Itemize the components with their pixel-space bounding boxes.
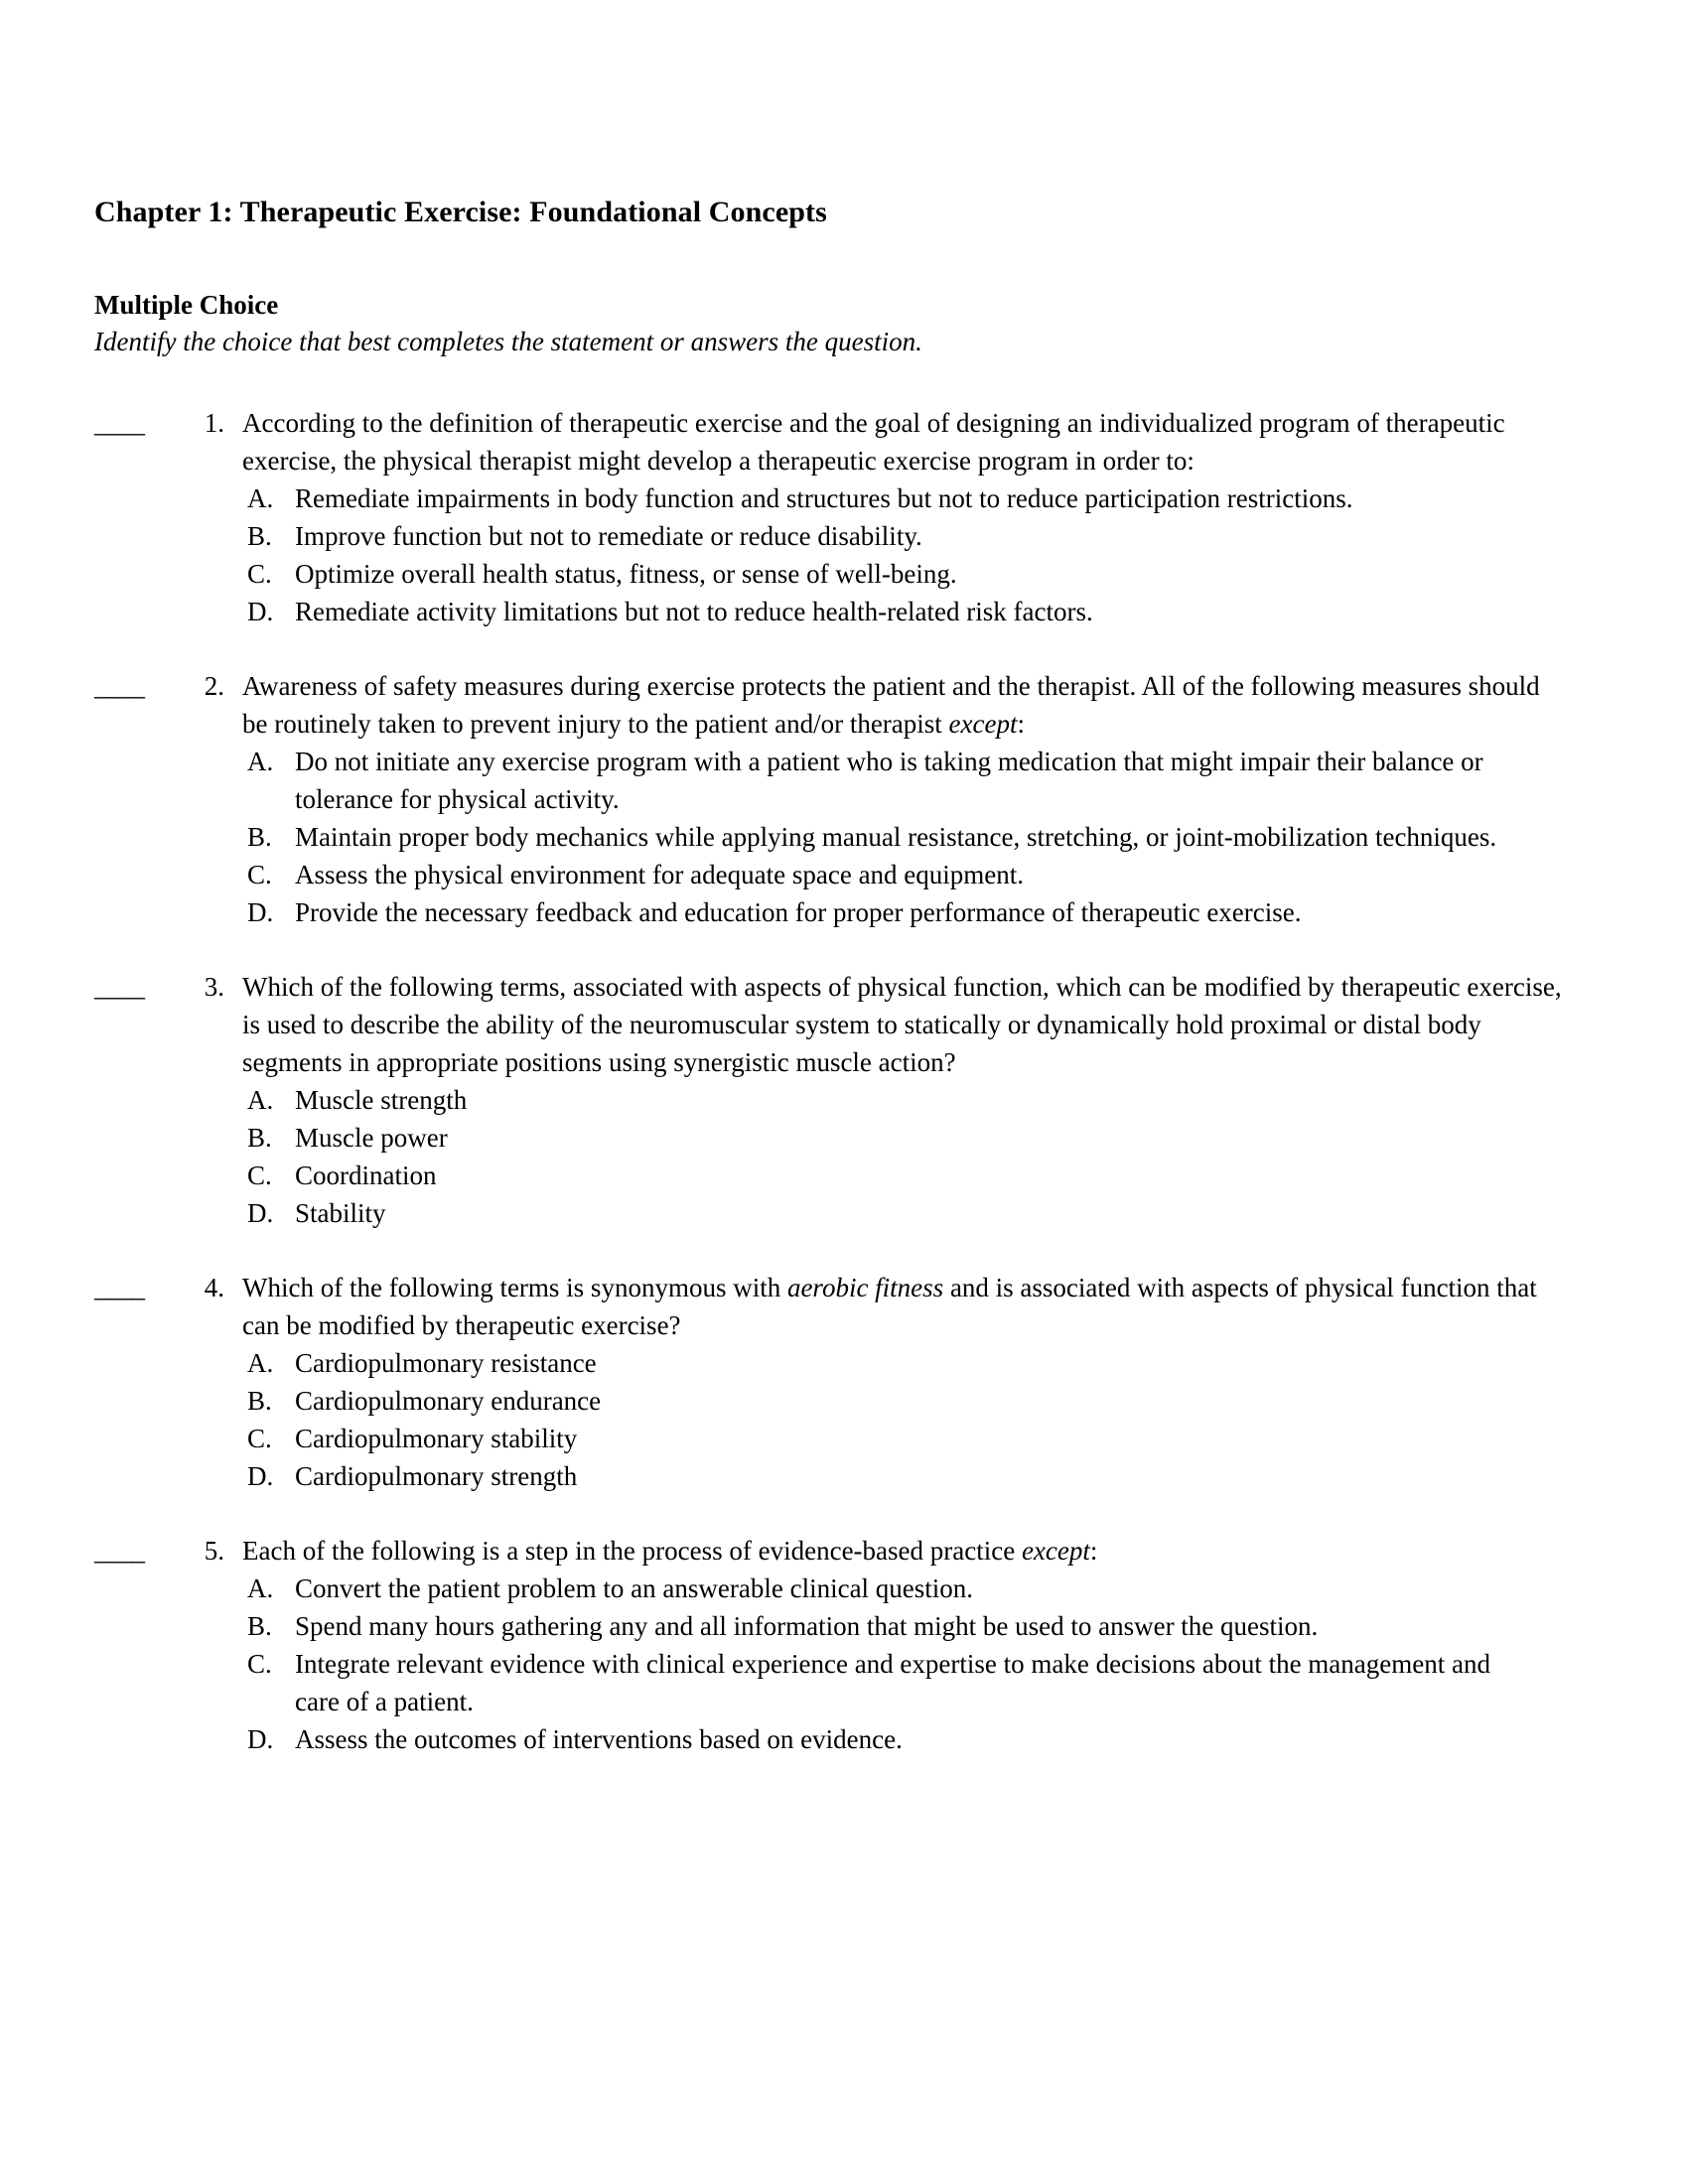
option-item[interactable]: [242, 1119, 1569, 1157]
question-body: [242, 404, 1569, 630]
option-list: [242, 1344, 1569, 1495]
section-instruction: Identify the choice that best completes the statement or answers the question.: [94, 327, 922, 356]
question-body: [242, 1532, 1569, 1758]
option-text: Cardiopulmonary resistance: [295, 1348, 597, 1378]
option-item[interactable]: [242, 1645, 1569, 1720]
option-text: Muscle strength: [295, 1085, 468, 1115]
option-letter: D.: [247, 1724, 274, 1754]
option-letter: B.: [247, 1386, 272, 1416]
option-letter: C.: [247, 1424, 272, 1453]
question-stem-emphasis: except: [1021, 1536, 1090, 1566]
option-item[interactable]: [242, 1420, 1569, 1457]
question-stem-text-tail: and is associated with aspects of physical function that can be modified by therapeutic exercise?: [242, 1273, 1537, 1340]
option-letter: C.: [247, 860, 272, 889]
page-title: Chapter 1: Therapeutic Exercise: Foundational Concepts: [94, 196, 827, 228]
question-stem-text: According to the definition of therapeutic exercise and the goal of designing an individualized program of therapeutic exercise, the physical therapist might develop a therapeutic exercise program in order to:: [242, 408, 1505, 476]
option-item[interactable]: [242, 479, 1569, 517]
option-letter: A.: [247, 1085, 274, 1115]
option-letter: B.: [247, 1123, 272, 1153]
option-item[interactable]: [242, 1607, 1569, 1645]
option-letter: D.: [247, 1461, 274, 1491]
option-list: [242, 743, 1569, 931]
option-item[interactable]: [242, 1344, 1569, 1382]
question-number: 3.: [204, 972, 224, 1002]
option-text: Muscle power: [295, 1123, 448, 1153]
question-item: [94, 1269, 1569, 1495]
question-stem: [242, 404, 1569, 479]
question-item: [94, 404, 1569, 630]
option-letter: D.: [247, 1198, 274, 1228]
question-stem: [242, 1269, 1569, 1344]
question-number: 1.: [204, 408, 224, 438]
option-item[interactable]: [242, 1382, 1569, 1420]
option-item[interactable]: [242, 555, 1569, 593]
option-letter: A.: [247, 747, 274, 776]
question-body: [242, 968, 1569, 1232]
option-item[interactable]: [242, 517, 1569, 555]
question-item: [94, 667, 1569, 931]
option-letter: A.: [247, 1348, 274, 1378]
answer-blank-line[interactable]: ____: [94, 1273, 144, 1302]
option-text: Assess the physical environment for adequate space and equipment.: [295, 860, 1025, 889]
option-letter: A.: [247, 1573, 274, 1603]
option-item[interactable]: [242, 1457, 1569, 1495]
option-text: Do not initiate any exercise program with a patient who is taking medication that might impair their balance or tolerance for physical activity.: [295, 747, 1483, 814]
option-text: Improve function but not to remediate or reduce disability.: [295, 521, 922, 551]
question-item: [94, 1532, 1569, 1758]
option-letter: B.: [247, 822, 272, 852]
option-letter: B.: [247, 1611, 272, 1641]
question-stem-text-tail: :: [1017, 709, 1025, 739]
option-item[interactable]: [242, 818, 1569, 856]
option-letter: A.: [247, 483, 274, 513]
option-item[interactable]: [242, 856, 1569, 893]
option-item[interactable]: [242, 1570, 1569, 1607]
option-item[interactable]: [242, 1081, 1569, 1119]
answer-blank-line[interactable]: ____: [94, 408, 144, 438]
option-text: Spend many hours gathering any and all information that might be used to answer the question.: [295, 1611, 1319, 1641]
option-text: Provide the necessary feedback and education for proper performance of therapeutic exercise.: [295, 897, 1302, 927]
option-text: Remediate activity limitations but not to reduce health-related risk factors.: [295, 597, 1093, 626]
question-body: [242, 1269, 1569, 1495]
option-list: [242, 479, 1569, 630]
question-stem-text: Which of the following terms, associated with aspects of physical function, which can be modified by therapeutic exercise, is used to describe the ability of the neuromuscular system to statically or dynamically hold proximal or distal body segments in appropriate positions using synergistic muscle action?: [242, 972, 1562, 1077]
question-stem: [242, 968, 1569, 1081]
option-text: Cardiopulmonary strength: [295, 1461, 578, 1491]
question-number: 2.: [204, 671, 224, 701]
option-letter: C.: [247, 559, 272, 589]
question-number: 4.: [204, 1273, 224, 1302]
question-stem-text: Awareness of safety measures during exercise protects the patient and the therapist. All of the following measures should be routinely taken to prevent injury to the patient and/or therapist: [242, 671, 1540, 739]
question-stem-emphasis: aerobic fitness: [786, 1273, 944, 1302]
option-item[interactable]: [242, 893, 1569, 931]
option-text: Cardiopulmonary endurance: [295, 1386, 602, 1416]
option-item[interactable]: [242, 1720, 1569, 1758]
option-text: Coordination: [295, 1160, 437, 1190]
question-stem-text-tail: :: [1089, 1536, 1098, 1566]
question-stem: [242, 667, 1569, 743]
section-heading-multiple-choice: Multiple Choice: [94, 290, 279, 320]
question-stem-text: Which of the following terms is synonymous with: [242, 1273, 787, 1302]
question-stem-emphasis: except: [948, 709, 1018, 739]
option-item[interactable]: [242, 593, 1569, 630]
option-text: Optimize overall health status, fitness, or sense of well-being.: [295, 559, 957, 589]
option-item[interactable]: [242, 1194, 1569, 1232]
answer-blank-line[interactable]: ____: [94, 671, 144, 701]
question-stem: [242, 1532, 1569, 1570]
option-list: [242, 1570, 1569, 1758]
answer-blank-line[interactable]: ____: [94, 1536, 144, 1566]
option-text: Convert the patient problem to an answerable clinical question.: [295, 1573, 974, 1603]
option-text: Remediate impairments in body function and structures but not to reduce participation restrictions.: [295, 483, 1353, 513]
option-letter: C.: [247, 1649, 272, 1679]
option-text: Maintain proper body mechanics while applying manual resistance, stretching, or joint-mobilization techniques.: [295, 822, 1497, 852]
answer-blank-line[interactable]: ____: [94, 972, 144, 1002]
option-letter: D.: [247, 597, 274, 626]
option-text: Stability: [295, 1198, 386, 1228]
question-stem-text: Each of the following is a step in the process of evidence-based practice: [242, 1536, 1022, 1566]
option-letter: B.: [247, 521, 272, 551]
question-number: 5.: [204, 1536, 224, 1566]
option-item[interactable]: [242, 743, 1569, 818]
question-body: [242, 667, 1569, 931]
question-item: [94, 968, 1569, 1232]
option-letter: D.: [247, 897, 274, 927]
option-text: Cardiopulmonary stability: [295, 1424, 578, 1453]
option-list: [242, 1081, 1569, 1232]
question-list: [94, 404, 1569, 1758]
option-text: Assess the outcomes of interventions based on evidence.: [295, 1724, 903, 1754]
option-item[interactable]: [242, 1157, 1569, 1194]
option-letter: C.: [247, 1160, 272, 1190]
option-text: Integrate relevant evidence with clinical experience and expertise to make decisions about the management and care of a patient.: [295, 1649, 1490, 1716]
